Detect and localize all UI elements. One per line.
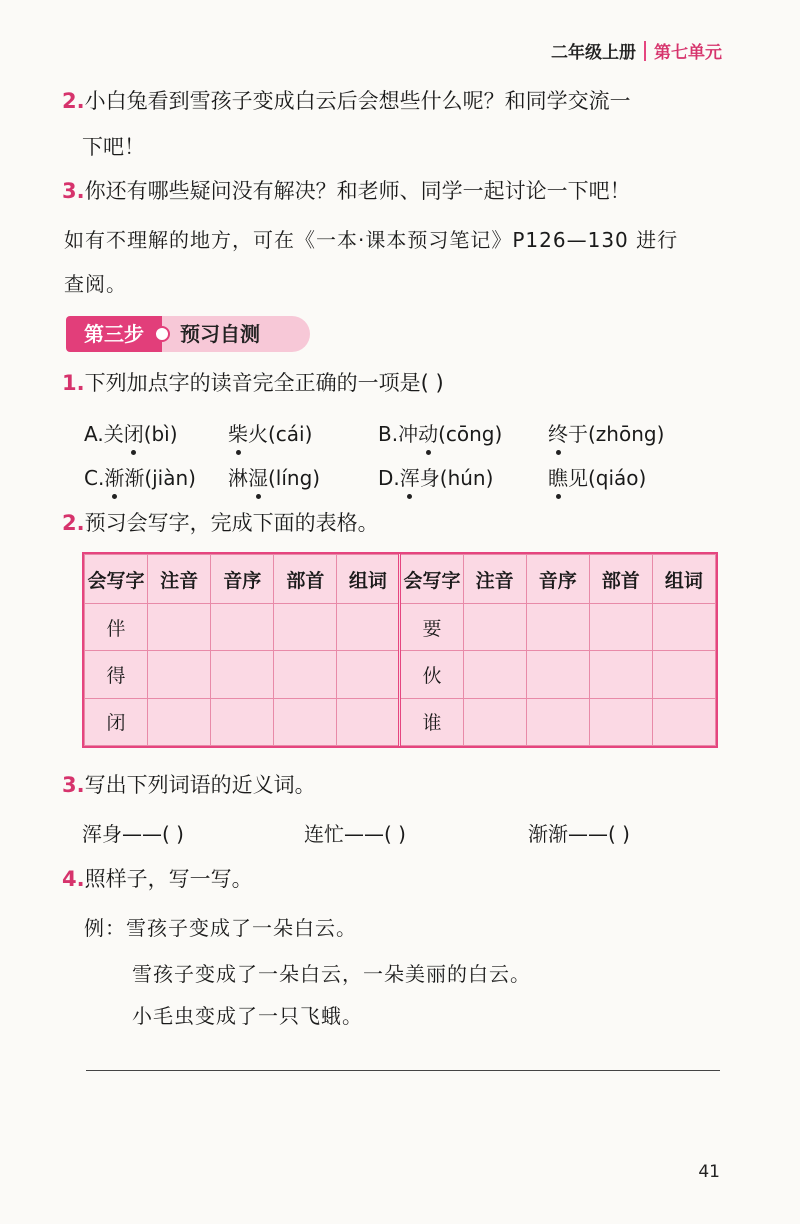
- question-number: 2.: [62, 511, 85, 535]
- synonym-item[interactable]: 连忙——( ): [304, 822, 406, 846]
- answer-cell[interactable]: [526, 651, 589, 698]
- answer-cell[interactable]: [337, 698, 400, 745]
- question-text: 你还有哪些疑问没有解决？和老师、同学一起讨论一下吧！: [84, 179, 631, 203]
- answer-cell[interactable]: [274, 604, 337, 651]
- answer-cell[interactable]: [589, 698, 652, 745]
- character-cell: 闭: [85, 698, 148, 745]
- question-text: 预习会写字，完成下面的表格。: [84, 511, 379, 535]
- answer-cell[interactable]: [211, 604, 274, 651]
- option-c1: C.渐渐(jiàn): [84, 462, 196, 491]
- answer-cell[interactable]: [463, 604, 526, 651]
- question-number: 4.: [62, 867, 85, 891]
- answer-cell[interactable]: [526, 698, 589, 745]
- reference-note-line1: 如有不理解的地方，可在《一本·课本预习笔记》P126—130 进行: [64, 228, 679, 252]
- option-a1: A.关闭(bì): [84, 418, 178, 447]
- answer-cell[interactable]: [652, 698, 715, 745]
- answer-cell[interactable]: [526, 604, 589, 651]
- step-title: 预习自测: [162, 316, 310, 352]
- table-header: 音序: [526, 555, 589, 604]
- table-header: 注音: [463, 555, 526, 604]
- header-divider: [644, 41, 646, 61]
- step-banner: [66, 316, 310, 352]
- question-text: 照样子，写一写。: [84, 867, 253, 891]
- answer-cell[interactable]: [211, 651, 274, 698]
- question-text: 下吧！: [82, 135, 145, 159]
- example-answer: 雪孩子变成了一朵白云，一朵美丽的白云。: [132, 962, 531, 986]
- answer-cell[interactable]: [148, 604, 211, 651]
- character-cell: 得: [85, 651, 148, 698]
- table-header: 组词: [652, 555, 715, 604]
- unit-label: 第七单元: [654, 43, 722, 63]
- answer-cell[interactable]: [589, 604, 652, 651]
- character-cell: 伴: [85, 604, 148, 651]
- question-3: [62, 178, 631, 204]
- answer-cell[interactable]: [337, 651, 400, 698]
- question-text: 小白兔看到雪孩子变成白云后会想些什么呢？和同学交流一: [84, 89, 631, 113]
- table-row: [85, 651, 716, 698]
- character-table: [82, 552, 718, 748]
- answer-cell[interactable]: [337, 604, 400, 651]
- character-cell: 伙: [400, 651, 463, 698]
- page-header: [551, 38, 722, 63]
- answer-cell[interactable]: [148, 698, 211, 745]
- answer-cell[interactable]: [148, 651, 211, 698]
- question-text: 写出下列词语的近义词。: [84, 773, 316, 797]
- answer-cell[interactable]: [652, 604, 715, 651]
- answer-cell[interactable]: [652, 651, 715, 698]
- synonym-item[interactable]: 渐渐——( ): [528, 822, 630, 846]
- answer-cell[interactable]: [463, 698, 526, 745]
- question-text: 下列加点字的读音完全正确的一项是( ): [84, 371, 444, 395]
- practice-prompt: 小毛虫变成了一只飞蛾。: [132, 1004, 363, 1028]
- answer-cell[interactable]: [274, 698, 337, 745]
- answer-cell[interactable]: [463, 651, 526, 698]
- grade-label: 二年级上册: [551, 43, 636, 63]
- table-header: 注音: [148, 555, 211, 604]
- table-header: 部首: [274, 555, 337, 604]
- option-b1: B.冲动(cōng): [378, 418, 502, 447]
- character-cell: 谁: [400, 698, 463, 745]
- test-question-3: [62, 772, 316, 798]
- answer-cell[interactable]: [211, 698, 274, 745]
- reference-note-line2: 查阅。: [64, 272, 127, 296]
- character-cell: 要: [400, 604, 463, 651]
- table-header: 组词: [337, 555, 400, 604]
- question-2-continued: [82, 134, 145, 160]
- step-label: 第三步: [66, 316, 162, 352]
- option-d2: 瞧见(qiáo): [548, 462, 646, 491]
- option-b2: 终于(zhōng): [548, 418, 664, 447]
- banner-dot-icon: [154, 326, 170, 342]
- question-number: 3.: [62, 179, 85, 203]
- test-question-2: [62, 510, 379, 536]
- page-number: 41: [698, 1162, 720, 1182]
- table-header: 部首: [589, 555, 652, 604]
- answer-cell[interactable]: [589, 651, 652, 698]
- option-c2: 淋湿(líng): [228, 462, 320, 491]
- question-2: [62, 88, 631, 114]
- question-number: 1.: [62, 371, 85, 395]
- table-row: [85, 604, 716, 651]
- table-header-row: [85, 555, 716, 604]
- test-question-1: [62, 370, 444, 396]
- question-number: 2.: [62, 89, 85, 113]
- table-row: [85, 698, 716, 745]
- table-header: 音序: [211, 555, 274, 604]
- example-sentence: 例：雪孩子变成了一朵白云。: [84, 916, 357, 940]
- synonym-item[interactable]: 浑身——( ): [82, 822, 184, 846]
- option-a2: 柴火(cái): [228, 418, 312, 447]
- question-number: 3.: [62, 773, 85, 797]
- table-header: 会写字: [85, 555, 148, 604]
- answer-line[interactable]: [86, 1070, 720, 1071]
- answer-cell[interactable]: [274, 651, 337, 698]
- option-d1: D.浑身(hún): [378, 462, 493, 491]
- table-header: 会写字: [400, 555, 463, 604]
- test-question-4: [62, 866, 253, 892]
